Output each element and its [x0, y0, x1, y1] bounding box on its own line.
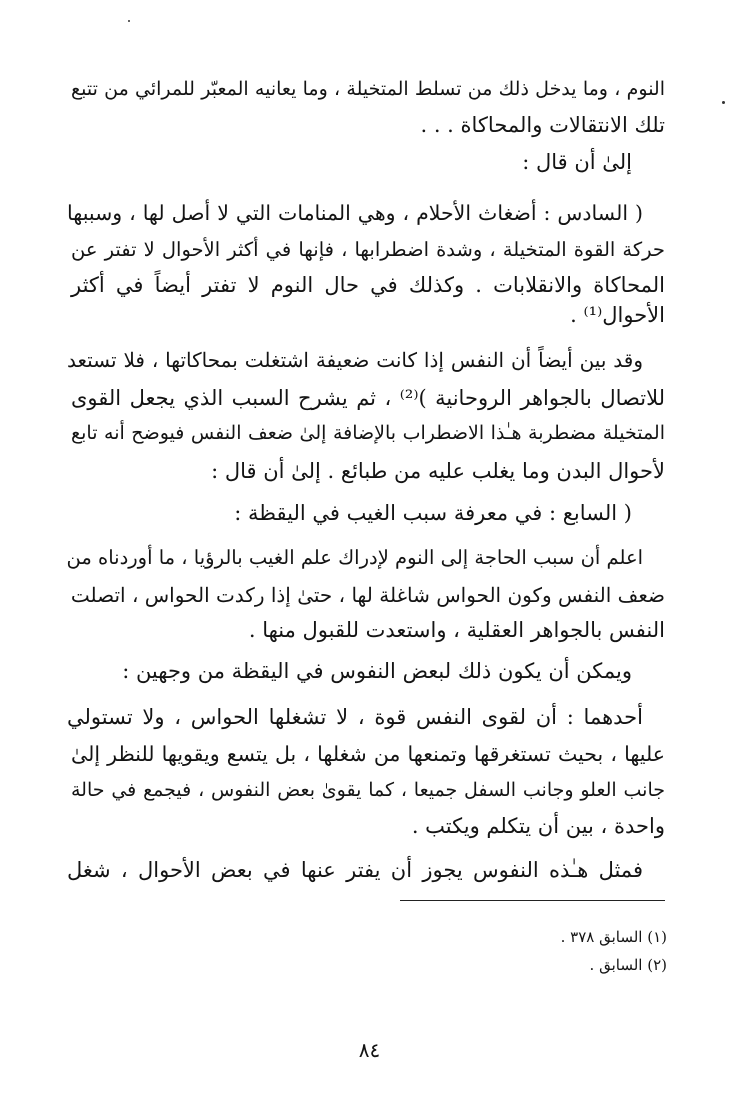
body-line-21: فمثل هـٰذه النفوس يجوز أن يفتر عنها في بعض الأحوال ، شغل [67, 858, 643, 882]
footnote-1: (١) السابق ٣٧٨ . [560, 928, 667, 946]
body-line-12: ( السابع : في معرفة سبب الغيب في اليقظة : [234, 501, 632, 525]
body-line-5: حركة القوة المتخيلة ، وشدة اضطرابها ، فإنها في أكثر الأحوال لا تفتر عن [71, 238, 665, 261]
body-line-15: النفس بالجواهر العقلية ، واستعدت للقبول منها . [248, 618, 665, 642]
footnote-2: (٢) السابق . [589, 956, 667, 974]
body-line-2: تلك الانتقالات والمحاكاة . . . [420, 113, 665, 137]
body-line-1: النوم ، وما يدخل ذلك من تسلط المتخيلة ، وما يعانيه المعبّر للمرائي من تتبع [71, 78, 665, 100]
body-line-7: الأحوال⁽¹⁾ . [570, 303, 665, 327]
body-line-19: جانب العلو وجانب السفل جميعا ، كما يقوىٰ بعض النفوس ، فيجمع في حالة [71, 779, 665, 801]
body-line-20: واحدة ، بين أن يتكلم ويكتب . [411, 814, 665, 838]
body-line-13: اعلم أن سبب الحاجة إلى النوم لإدراك علم الغيب بالرؤيا ، ما أوردناه من [66, 546, 643, 569]
scan-speck [722, 101, 725, 104]
body-line-8: وقد بين أيضاً أن النفس إذا كانت ضعيفة اشتغلت بمحاكاتها ، فلا تستعد [67, 348, 643, 372]
body-line-18: عليها ، بحيث تستغرقها وتمنعها من شغلها ، بل يتسع ويقويها للنظر إلىٰ [71, 742, 665, 766]
body-line-14: ضعف النفس وكون الحواس شاغلة لها ، حتىٰ إذا ركدت الحواس ، اتصلت [70, 583, 665, 607]
footnote-separator [400, 900, 665, 901]
body-line-11: لأحوال البدن وما يغلب عليه من طبائع . إلىٰ أن قال : [211, 459, 665, 483]
body-line-17: أحدهما : أن لقوى النفس قوة ، لا تشغلها الحواس ، ولا تستولي [67, 705, 643, 729]
body-line-16: ويمكن أن يكون ذلك لبعض النفوس في اليقظة من وجهين : [122, 659, 632, 683]
page-number: ٨٤ [358, 1038, 381, 1062]
body-line-4: ( السادس : أضغاث الأحلام ، وهي المنامات التي لا أصل لها ، وسببها [67, 201, 643, 225]
body-line-6: المحاكاة والانقلابات . وكذلك في حال النوم لا تفتر أيضاً في أكثر [71, 273, 665, 297]
body-line-9: للاتصال بالجواهر الروحانية )⁽²⁾ ، ثم يشرح السبب الذي يجعل القوى [71, 386, 666, 410]
scan-speck [128, 20, 130, 22]
body-line-10: المتخيلة مضطربة هـٰذا الاضطراب بالإضافة إلىٰ ضعف النفس فيوضح أنه تابع [71, 422, 665, 444]
body-line-3: إلىٰ أن قال : [522, 150, 632, 174]
